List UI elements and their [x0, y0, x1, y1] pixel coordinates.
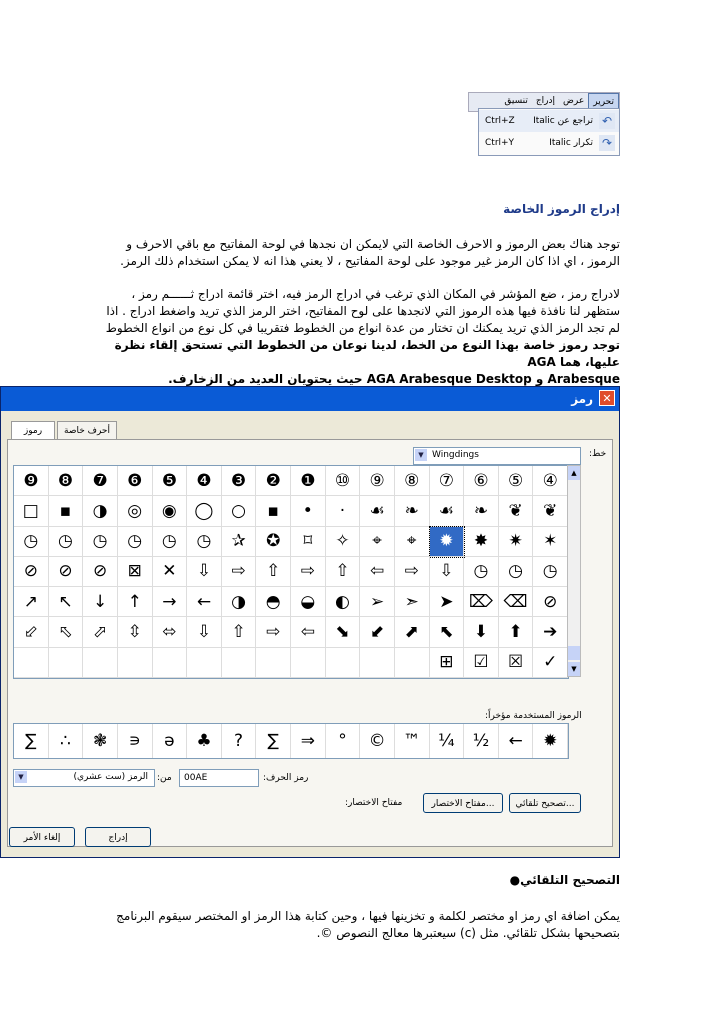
menu-item-redo-shortcut: Ctrl+Y: [485, 138, 515, 148]
autocorrect-heading: [510, 872, 620, 889]
recent-symbol-cell[interactable]: ∴: [49, 724, 84, 758]
menu-view[interactable]: عرض: [563, 96, 585, 106]
dialog-titlebar: [1, 387, 619, 411]
symbol-cell[interactable]: ⌦: [464, 587, 499, 617]
symbol-cell[interactable]: ⇩: [187, 617, 222, 647]
symbol-cell[interactable]: ⇧: [256, 557, 291, 587]
symbol-cell[interactable]: ⊞: [430, 648, 465, 678]
recent-symbol-cell[interactable]: °: [326, 724, 361, 758]
symbol-cell[interactable]: ✧: [326, 527, 361, 557]
symbol-cell[interactable]: [222, 648, 257, 678]
symbol-cell[interactable]: [360, 648, 395, 678]
symbol-cell[interactable]: ⊘: [49, 557, 84, 587]
symbol-cell[interactable]: ⊘: [83, 557, 118, 587]
symbol-cell[interactable]: [256, 648, 291, 678]
symbol-cell[interactable]: ✪: [256, 527, 291, 557]
symbol-cell[interactable]: [153, 648, 188, 678]
recent-symbol-cell[interactable]: ½: [464, 724, 499, 758]
char-code-input[interactable]: 00AE: [179, 769, 259, 787]
symbol-cell[interactable]: ❹: [187, 466, 222, 496]
shortcut-key-label: مفتاح الاختصار:: [345, 798, 403, 808]
symbol-cell[interactable]: ➣: [395, 587, 430, 617]
symbol-cell[interactable]: ⌖: [360, 527, 395, 557]
symbol-cell[interactable]: ✕: [153, 557, 188, 587]
symbol-cell[interactable]: ⇧: [222, 617, 257, 647]
symbol-cell[interactable]: ↖: [49, 587, 84, 617]
menu-item-undo-label: تراجع عن Italic: [533, 116, 593, 126]
symbol-cell[interactable]: ◐: [326, 587, 361, 617]
symbol-cell[interactable]: ○: [222, 496, 257, 526]
symbol-cell[interactable]: ▪: [49, 496, 84, 526]
symbol-dialog: [0, 386, 620, 858]
recent-symbol-cell[interactable]: ™: [395, 724, 430, 758]
recent-symbols-label: الرموز المستخدمة مؤخراً:: [485, 711, 582, 721]
menu-item-redo-label: تكرار Italic: [549, 138, 593, 148]
symbol-cell[interactable]: ☑: [464, 648, 499, 678]
symbol-grid-scrollbar[interactable]: [567, 465, 581, 677]
symbol-cell[interactable]: [395, 648, 430, 678]
recent-symbol-cell[interactable]: ¼: [430, 724, 465, 758]
text-line: توجد هناك بعض الرموز و الاحرف الخاصة التي لايمكن ان نجدها في لوحة المفاتيح مع باقي الاحرف و: [126, 237, 620, 251]
font-select-value: Wingdings: [432, 450, 479, 460]
symbol-cell[interactable]: □: [14, 496, 49, 526]
symbol-cell[interactable]: ⇩: [187, 557, 222, 587]
symbol-cell[interactable]: ❶: [291, 466, 326, 496]
close-icon[interactable]: ✕: [599, 390, 615, 406]
symbol-cell[interactable]: ←: [187, 587, 222, 617]
recent-symbols-row: [13, 723, 569, 759]
symbol-cell[interactable]: [187, 648, 222, 678]
recent-symbol-cell[interactable]: ©: [360, 724, 395, 758]
from-select[interactable]: [13, 769, 155, 787]
menu-edit[interactable]: تحرير: [588, 93, 619, 111]
symbol-cell[interactable]: ⊘: [533, 587, 568, 617]
symbol-cell[interactable]: ↗: [14, 587, 49, 617]
symbol-cell[interactable]: ⬇: [464, 617, 499, 647]
recent-symbol-cell[interactable]: ∍: [118, 724, 153, 758]
symbol-cell[interactable]: →: [153, 587, 188, 617]
text-line: توجد رموز خاصة بهذا النوع من الخط، لدينا نوعان من الخطوط التي تستحق إلقاء نظرة عليها، هما AGA: [114, 338, 620, 369]
menu-insert[interactable]: إدراج: [535, 96, 556, 106]
symbol-cell[interactable]: ⇦: [360, 557, 395, 587]
symbol-cell[interactable]: ⑩: [326, 466, 361, 496]
symbol-cell[interactable]: [291, 648, 326, 678]
symbol-cell[interactable]: ◷: [533, 557, 568, 587]
symbol-cell[interactable]: ◓: [256, 587, 291, 617]
paragraph-3: [100, 908, 620, 942]
recent-symbol-cell[interactable]: ←: [499, 724, 534, 758]
symbol-cell[interactable]: ⇳: [118, 617, 153, 647]
tab-special-characters[interactable]: أحرف خاصة: [57, 421, 117, 440]
symbol-cell[interactable]: ✹: [430, 527, 465, 557]
symbol-cell[interactable]: ◯: [187, 496, 222, 526]
symbol-cell[interactable]: [49, 648, 84, 678]
scroll-up-icon[interactable]: ▲: [568, 466, 580, 480]
autocorrect-button[interactable]: تصحيح تلقائي...: [509, 793, 581, 813]
symbol-cell[interactable]: ⬁: [49, 617, 84, 647]
recent-symbol-cell[interactable]: ♣: [187, 724, 222, 758]
symbol-cell[interactable]: ⇨: [395, 557, 430, 587]
symbol-cell[interactable]: ⑨: [360, 466, 395, 496]
recent-symbol-cell[interactable]: ∑: [256, 724, 291, 758]
bullet-icon: ●: [509, 873, 521, 887]
symbol-cell[interactable]: ◑: [83, 496, 118, 526]
symbol-cell[interactable]: ⬊: [326, 617, 361, 647]
text-line: بتصحيحها بشكل تلقائي. مثل (c) سيعتبرها معالج النصوص ©.: [316, 926, 620, 940]
symbol-cell[interactable]: ◷: [499, 557, 534, 587]
scroll-down-icon[interactable]: ▼: [568, 662, 580, 676]
symbol-cell[interactable]: ⇨: [291, 557, 326, 587]
edit-dropdown-menu: [478, 108, 620, 156]
symbol-cell[interactable]: ⑦: [430, 466, 465, 496]
symbol-cell[interactable]: ✰: [222, 527, 257, 557]
symbol-cell[interactable]: ⊠: [118, 557, 153, 587]
symbol-cell[interactable]: ◷: [49, 527, 84, 557]
symbol-cell[interactable]: ⌫: [499, 587, 534, 617]
symbol-cell[interactable]: ❦: [533, 496, 568, 526]
from-label: من:: [157, 773, 172, 783]
symbol-cell[interactable]: ➔: [533, 617, 568, 647]
char-code-label: رمز الحرف:: [263, 773, 309, 783]
symbol-cell[interactable]: ⬀: [83, 617, 118, 647]
symbol-cell[interactable]: ◎: [118, 496, 153, 526]
symbol-cell[interactable]: ⇨: [222, 557, 257, 587]
tab-symbols[interactable]: رموز: [11, 421, 55, 440]
symbol-cell[interactable]: •: [291, 496, 326, 526]
text-line: يمكن اضافة اي رمز او مختصر لكلمة و تخزينها فيها ، وحين كتابة هذا الرمز او المختصر سيقوم البرنامج: [116, 909, 620, 923]
text-line: Arabesque و AGA Arabesque Desktop حيث يحتويان العديد من الزخارف.: [168, 372, 620, 386]
symbol-cell[interactable]: ⌖: [395, 527, 430, 557]
symbol-cell[interactable]: [326, 648, 361, 678]
menu-format[interactable]: تنسيق: [504, 96, 528, 106]
symbol-cell[interactable]: ☙: [430, 496, 465, 526]
symbol-cell[interactable]: ❦: [499, 496, 534, 526]
paragraph-2: [100, 286, 620, 388]
font-select[interactable]: [413, 447, 581, 465]
symbol-cell[interactable]: ➤: [430, 587, 465, 617]
chevron-down-icon: ▼: [15, 771, 27, 783]
chevron-down-icon: ▼: [415, 449, 427, 461]
symbol-cell[interactable]: ☒: [499, 648, 534, 678]
symbol-cell[interactable]: ↓: [83, 587, 118, 617]
symbol-cell[interactable]: ⬋: [360, 617, 395, 647]
menu-item-redo[interactable]: [479, 132, 619, 154]
symbol-cell[interactable]: ◷: [14, 527, 49, 557]
recent-symbol-cell[interactable]: ?: [222, 724, 257, 758]
symbol-cell[interactable]: ⑤: [499, 466, 534, 496]
symbol-cell[interactable]: ◑: [222, 587, 257, 617]
symbol-cell[interactable]: ⊘: [14, 557, 49, 587]
symbol-cell[interactable]: ➢: [360, 587, 395, 617]
symbol-cell[interactable]: ⇨: [256, 617, 291, 647]
symbol-cell[interactable]: ④: [533, 466, 568, 496]
symbol-cell[interactable]: ▪: [256, 496, 291, 526]
section-heading: إدراج الرموز الخاصة: [503, 202, 620, 216]
text-line: الرموز ، اي اذا كان الرمز غير موجود على لوحة المفاتيح ، لا يعني هذا انه لا يمكن استخدام ذلك الرمز.: [120, 254, 620, 268]
symbol-cell[interactable]: ❾: [14, 466, 49, 496]
symbol-cell[interactable]: ❸: [222, 466, 257, 496]
recent-symbol-cell[interactable]: ⇒: [291, 724, 326, 758]
symbol-cell[interactable]: ⬆: [499, 617, 534, 647]
symbol-cell[interactable]: ❽: [49, 466, 84, 496]
symbol-cell[interactable]: ⌑: [291, 527, 326, 557]
symbol-cell[interactable]: ⬄: [153, 617, 188, 647]
symbol-cell[interactable]: ❧: [464, 496, 499, 526]
symbol-cell[interactable]: ❻: [118, 466, 153, 496]
symbol-cell[interactable]: ◉: [153, 496, 188, 526]
symbol-cell[interactable]: ⇧: [326, 557, 361, 587]
menu-item-undo-shortcut: Ctrl+Z: [485, 116, 515, 126]
symbol-cell[interactable]: ◷: [187, 527, 222, 557]
text-line: ستظهر لنا نافذة فيها هذه الرموز التي لانجدها على لوح المفاتيح، اختر الرمز الذي تريد واضغط ادراج . اذا: [106, 304, 620, 318]
cancel-button[interactable]: إلغاء الأمر: [9, 827, 75, 847]
shortcut-key-button[interactable]: مفتاح الاختصار...: [423, 793, 503, 813]
symbol-cell[interactable]: ⇦: [291, 617, 326, 647]
symbol-cell[interactable]: ❺: [153, 466, 188, 496]
symbol-cell[interactable]: ❼: [83, 466, 118, 496]
symbol-cell[interactable]: ✷: [499, 527, 534, 557]
symbol-cell[interactable]: [14, 648, 49, 678]
recent-symbol-cell[interactable]: ə: [153, 724, 188, 758]
symbol-cell[interactable]: ⇩: [430, 557, 465, 587]
menu-item-undo[interactable]: [479, 110, 619, 132]
symbol-cell[interactable]: ↑: [118, 587, 153, 617]
text-line: لم تجد الرمز الذي تريد يمكنك ان تختار من عدة انواع من الخطوط فتقريبا في كل نوع من انواع الخطوط: [105, 321, 620, 335]
symbol-grid: [13, 465, 569, 679]
redo-icon: ↷: [599, 135, 615, 151]
symbol-cell[interactable]: ✸: [464, 527, 499, 557]
symbol-cell[interactable]: [83, 648, 118, 678]
font-label: خط:: [589, 449, 607, 459]
from-select-value: الرمز (ست عشري): [73, 772, 148, 782]
symbol-cell[interactable]: ☙: [360, 496, 395, 526]
symbol-cell[interactable]: ❷: [256, 466, 291, 496]
dialog-title: رمز: [571, 392, 593, 406]
symbol-cell[interactable]: ✓: [533, 648, 568, 678]
symbol-cell[interactable]: ◷: [464, 557, 499, 587]
symbol-cell[interactable]: ⬈: [395, 617, 430, 647]
undo-icon: ↶: [599, 113, 615, 129]
text-line: لادراج رمز ، ضع المؤشر في المكان الذي ترغب في ادراج الرمز فيه، اختر قائمة ادراج ثــــــم رمز ،: [131, 287, 620, 301]
symbol-cell[interactable]: ⬃: [14, 617, 49, 647]
symbol-cell[interactable]: ◒: [291, 587, 326, 617]
recent-symbol-cell[interactable]: ∑: [14, 724, 49, 758]
symbol-cell[interactable]: ⬉: [430, 617, 465, 647]
symbol-cell[interactable]: ⑧: [395, 466, 430, 496]
insert-button[interactable]: إدراج: [85, 827, 151, 847]
symbol-cell[interactable]: ◷: [118, 527, 153, 557]
scroll-thumb[interactable]: [568, 646, 580, 660]
paragraph-1: [100, 236, 620, 270]
autocorrect-heading-text: التصحيح التلقائي: [520, 873, 620, 887]
symbol-cell[interactable]: ⑥: [464, 466, 499, 496]
recent-symbol-cell[interactable]: ✹: [533, 724, 568, 758]
symbol-cell[interactable]: ·: [326, 496, 361, 526]
recent-symbol-cell[interactable]: ❃: [83, 724, 118, 758]
symbol-cell[interactable]: ◷: [83, 527, 118, 557]
symbol-cell[interactable]: ◷: [153, 527, 188, 557]
symbol-cell[interactable]: ✶: [533, 527, 568, 557]
symbol-cell[interactable]: [118, 648, 153, 678]
symbol-cell[interactable]: ❧: [395, 496, 430, 526]
